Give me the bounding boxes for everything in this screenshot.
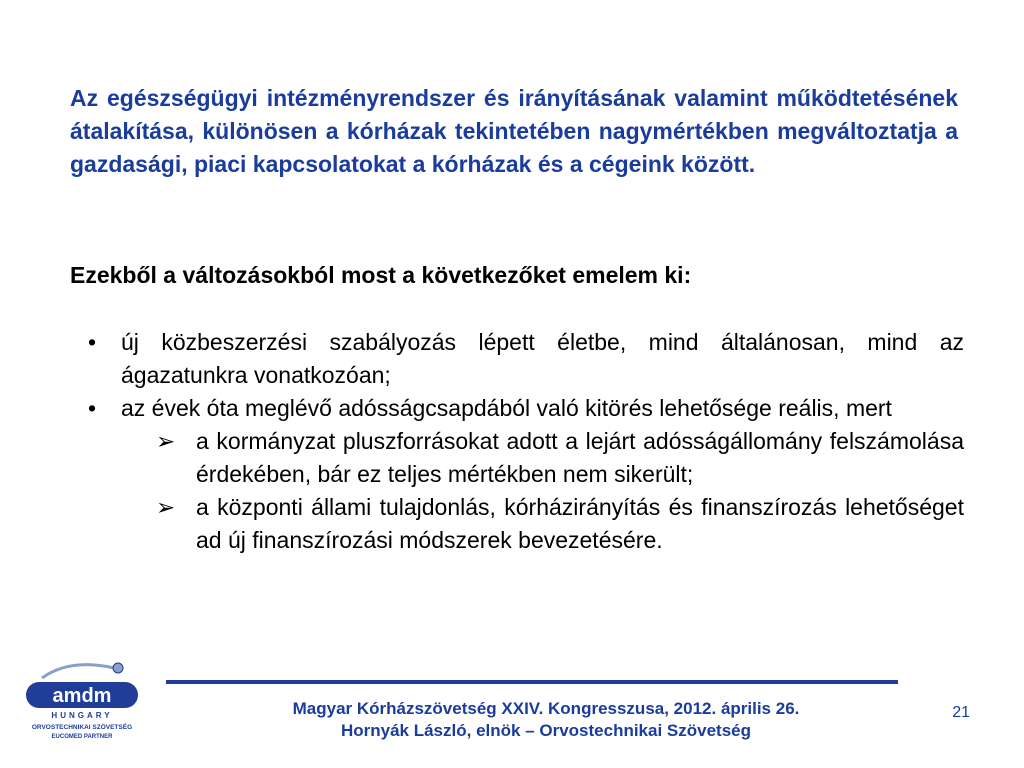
sub-bullet-list xyxy=(84,425,964,557)
sub-bullet-group xyxy=(84,425,964,557)
bullet-list xyxy=(84,326,964,557)
subheading: Ezekből a változásokból most a következőket emelem ki: xyxy=(70,262,692,288)
footer-line-2: Hornyák László, elnök – Orvostechnikai Szövetség xyxy=(340,721,752,740)
logo-wordmark: amdm xyxy=(52,685,112,707)
sub-bullet-text: a kormányzat pluszforrásokat adott a lejárt adósságállomány felszámolása érdekében, bár ez teljes mértékben nem sikerült; xyxy=(196,428,964,487)
bullet-marker: • xyxy=(88,395,97,421)
footer-line-1: Magyar Kórházszövetség XXIV. Kongresszusa, 2012. április 26. xyxy=(292,699,800,718)
arrow-bullet-icon: ➢ xyxy=(156,428,176,454)
logo-line2: EUCOMED PARTNER xyxy=(51,734,113,740)
footer xyxy=(166,698,926,742)
footer-divider xyxy=(166,680,898,684)
bullet-text: új közbeszerzési szabályozás lépett életbe, mind általánosan, mind az ágazatunkra vonatkozóan; xyxy=(121,329,964,388)
logo-line1: ORVOSTECHNIKAI SZÖVETSÉG xyxy=(31,724,133,731)
sub-bullet-item xyxy=(156,491,964,557)
amdm-logo xyxy=(22,654,144,744)
bullet-text: az évek óta meglévő adósságcsapdából való kitörés lehetősége reális, mert xyxy=(121,395,892,421)
logo-dot xyxy=(113,663,123,673)
bullet-item xyxy=(84,326,964,392)
arrow-bullet-icon: ➢ xyxy=(156,494,176,520)
intro-paragraph: Az egészségügyi intézményrendszer és irányításának valamint működtetésének átalakítása, különösen a kórházak tekintetében nagymértékben megváltoztatja a gazdasági, piaci kapcsolatokat a kórházak és a cégeink között. xyxy=(70,85,958,177)
bullet-marker: • xyxy=(88,329,97,355)
logo-swoosh xyxy=(42,665,114,678)
sub-bullet-text: a központi állami tulajdonlás, kórházirányítás és finanszírozás lehetőséget ad új finanszírozási módszerek bevezetésére. xyxy=(196,494,964,553)
bullet-item xyxy=(84,392,964,425)
logo-country: HUNGARY xyxy=(51,711,113,720)
sub-bullet-item xyxy=(156,425,964,491)
page-number: 21 xyxy=(952,704,970,721)
